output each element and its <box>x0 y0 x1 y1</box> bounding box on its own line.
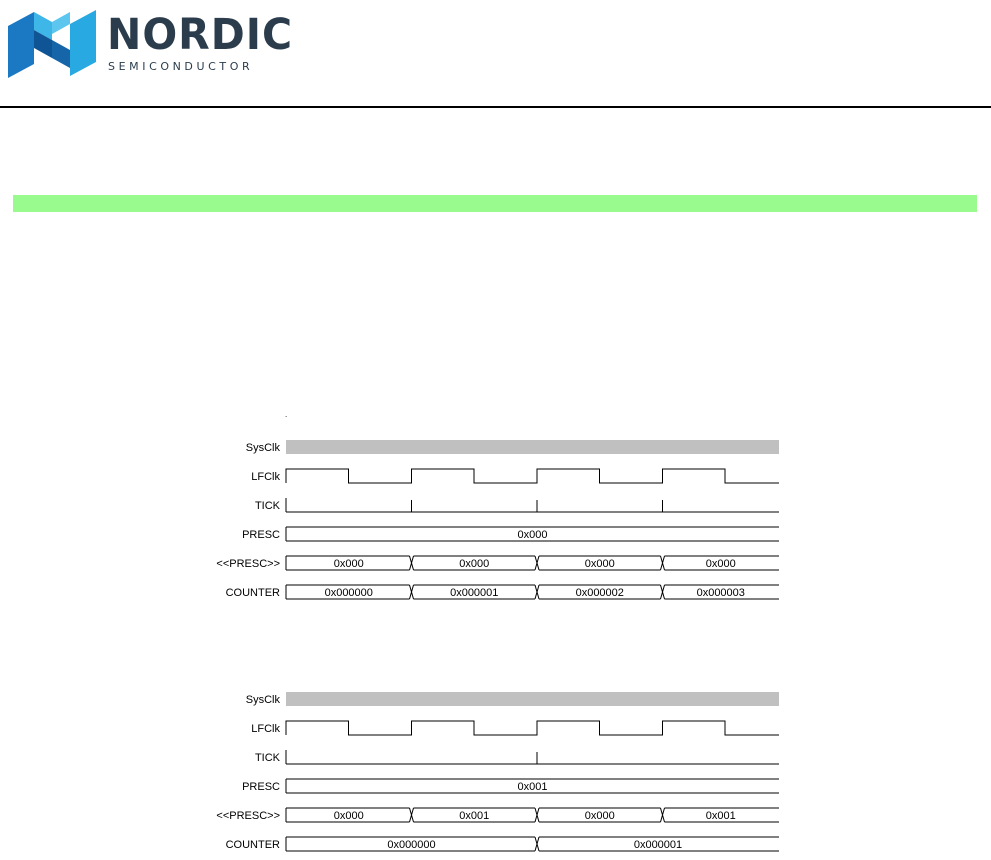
presc-internal-value: 0x000 <box>459 558 490 570</box>
signal-label: PRESC <box>242 529 280 541</box>
signal-label: LFClk <box>251 723 280 735</box>
counter-value: 0x000000 <box>324 587 373 599</box>
presc-value: 0x000 <box>517 529 548 541</box>
signal-label: TICK <box>254 752 280 764</box>
brand-subtitle: SEMICONDUCTOR <box>108 60 254 73</box>
lfclk-wave <box>286 469 779 483</box>
timing-diagram-2 <box>200 690 790 860</box>
signal-label: <<PRESC>> <box>216 810 280 822</box>
stray-mark: . <box>285 410 288 419</box>
signal-label: TICK <box>254 500 280 512</box>
presc-internal-value: 0x000 <box>333 558 364 570</box>
presc-internal-value: 0x001 <box>705 810 736 822</box>
signal-label: SysClk <box>245 694 280 706</box>
counter-value: 0x000000 <box>387 839 436 851</box>
counter-value: 0x000002 <box>575 587 624 599</box>
lfclk-wave <box>286 721 779 735</box>
presc-internal-value: 0x000 <box>584 810 615 822</box>
brand <box>107 8 293 73</box>
sysclk-band <box>286 440 779 454</box>
presc-value: 0x001 <box>517 781 548 793</box>
timing-diagram-1 <box>200 438 790 608</box>
brand-name: NORDIC <box>107 9 294 60</box>
presc-internal-value: 0x001 <box>459 810 490 822</box>
signal-label: LFClk <box>251 471 280 483</box>
signal-label: SysClk <box>245 442 280 454</box>
counter-value: 0x000001 <box>450 587 499 599</box>
presc-internal-value: 0x000 <box>584 558 615 570</box>
signal-label: <<PRESC>> <box>216 558 280 570</box>
green-bar <box>13 195 977 212</box>
signal-label: PRESC <box>242 781 280 793</box>
presc-internal-value: 0x000 <box>705 558 736 570</box>
presc-internal-value: 0x000 <box>333 810 364 822</box>
counter-value: 0x000003 <box>696 587 745 599</box>
counter-value: 0x000001 <box>633 839 683 851</box>
header-rule <box>0 106 991 108</box>
signal-label: COUNTER <box>225 587 280 599</box>
nordic-logo <box>6 4 98 84</box>
sysclk-band <box>286 692 779 706</box>
signal-label: COUNTER <box>225 839 280 851</box>
